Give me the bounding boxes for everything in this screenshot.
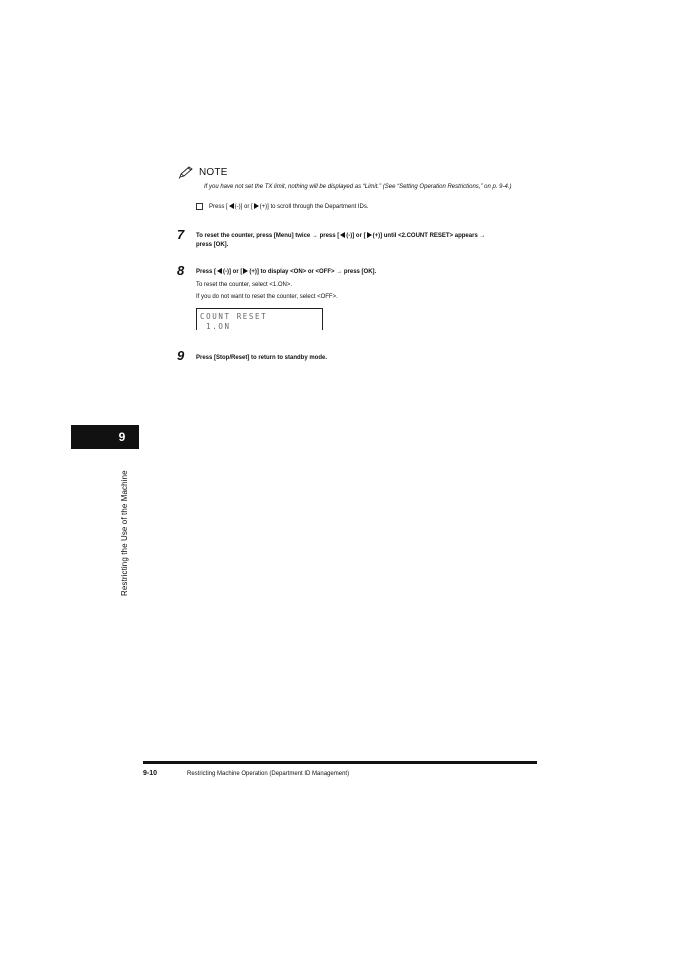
note-title: NOTE (199, 167, 228, 178)
note-header (178, 166, 228, 179)
step-8-body-2: If you do not want to reset the counter, select <OFF>. (196, 294, 338, 300)
left-arrow-key-icon (217, 268, 222, 274)
footer-page-number: 9-10 (143, 770, 158, 777)
footer-rule (143, 761, 537, 764)
step-9-text: Press [Stop/Reset] to return to standby mode. (196, 355, 328, 361)
step-8-text: Press [ (-)] or [ (+)] to display <ON> or <OFF> → press [OK]. (196, 269, 377, 275)
lcd-line-1: COUNT RESET (200, 312, 268, 321)
lcd-display (196, 308, 323, 330)
step-8-number: 8 (177, 263, 185, 278)
pencil-icon (178, 166, 195, 179)
chapter-number: 9 (118, 430, 126, 444)
step-7-number: 7 (177, 227, 185, 242)
lcd-line-2: 1.ON (200, 321, 231, 331)
note-item-text: Press [ (-)] or [ (+)] to scroll through the Department IDs. (209, 204, 369, 210)
footer-title: Restricting Machine Operation (Department ID Management) (187, 770, 350, 777)
right-arrow-key-icon (254, 203, 259, 209)
note-italic-text: If you have not set the TX limit, nothing will be displayed as “Limit.” (See “Setting Operation Restrictions,” on p. 9-4.) (204, 184, 512, 190)
step-9-number: 9 (177, 348, 185, 363)
left-arrow-key-icon (340, 232, 345, 238)
right-arrow-key-icon (367, 232, 372, 238)
right-arrow-key-icon (243, 268, 248, 274)
step-8-body-1: To reset the counter, select <1.ON>. (196, 282, 293, 288)
checkbox-icon (196, 203, 203, 210)
chapter-tab (71, 425, 139, 449)
step-7-text: To reset the counter, press [Menu] twice → press [ (-)] or [ (+)] until <2.COUNT RESET> appears → press [OK]. (196, 233, 486, 248)
chapter-side-label: Restricting the Use of the Machine (120, 470, 129, 596)
note-item (196, 203, 369, 210)
left-arrow-key-icon (229, 203, 234, 209)
